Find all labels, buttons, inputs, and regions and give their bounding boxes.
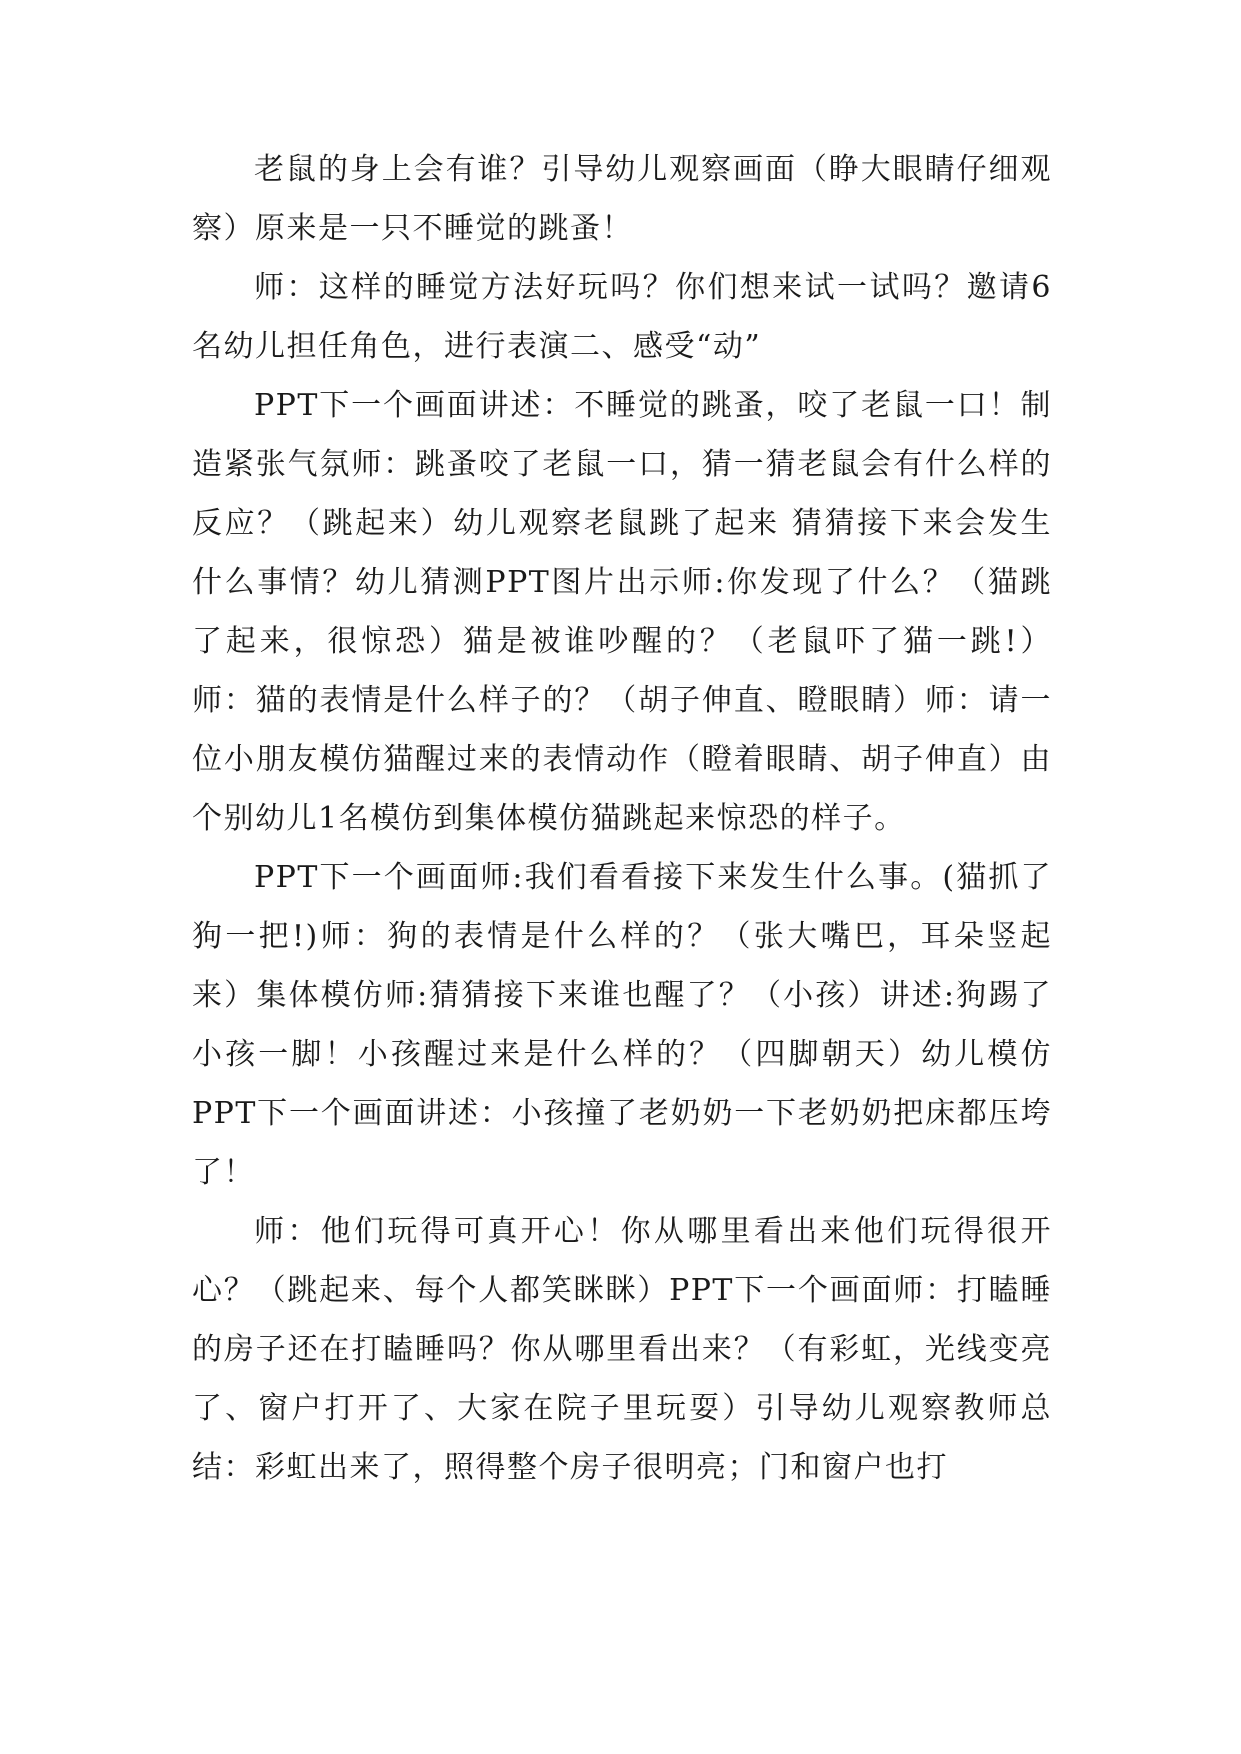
paragraph-flea: PPT下一个画面讲述：不睡觉的跳蚤，咬了老鼠一口！制造紧张气氛师：跳蚤咬了老鼠一口，猜一猜老鼠会有什么样的反应？（跳起来）幼儿观察老鼠跳了起来 猜猜接下来会发生什么事情？幼儿猜测PPT图片出示师:你发现了什么？（猫跳了起来，很惊恐）猫是被谁吵醒的？（老鼠吓了猫一跳!）师：猫的表情是什么样子的？（胡子伸直、瞪眼睛）师：请一位小朋友模仿猫醒过来的表情动作（瞪着眼睛、胡子伸直）由个别幼儿1名模仿到集体模仿猫跳起来惊恐的样子。 (192, 388, 1052, 836)
paragraph-mouse: 老鼠的身上会有谁？引导幼儿观察画面（睁大眼睛仔细观察）原来是一只不睡觉的跳蚤！ (192, 152, 1052, 246)
paragraph-happy: 师：他们玩得可真开心！你从哪里看出来他们玩得很开心？（跳起来、每个人都笑眯眯）PPT下一个画面师：打瞌睡的房子还在打瞌睡吗？你从哪里看出来？（有彩虹，光线变亮了、窗户打开了、大家在院子里玩耍）引导幼儿观察教师总结：彩虹出来了，照得整个房子很明亮；门和窗户也打 (192, 1214, 1052, 1485)
paragraph-invite: 师：这样的睡觉方法好玩吗？你们想来试一试吗？邀请6名幼儿担任角色，进行表演二、感受“动” (192, 270, 1052, 364)
document-page (192, 140, 1052, 1497)
paragraph-dog: PPT下一个画面师:我们看看接下来发生什么事。(猫抓了狗一把!)师：狗的表情是什么样的？（张大嘴巴，耳朵竖起来）集体模仿师:猜猜接下来谁也醒了？（小孩）讲述:狗踢了小孩一脚！小孩醒过来是什么样的？（四脚朝天）幼儿模仿PPT下一个画面讲述：小孩撞了老奶奶一下老奶奶把床都压垮了！ (192, 860, 1052, 1190)
